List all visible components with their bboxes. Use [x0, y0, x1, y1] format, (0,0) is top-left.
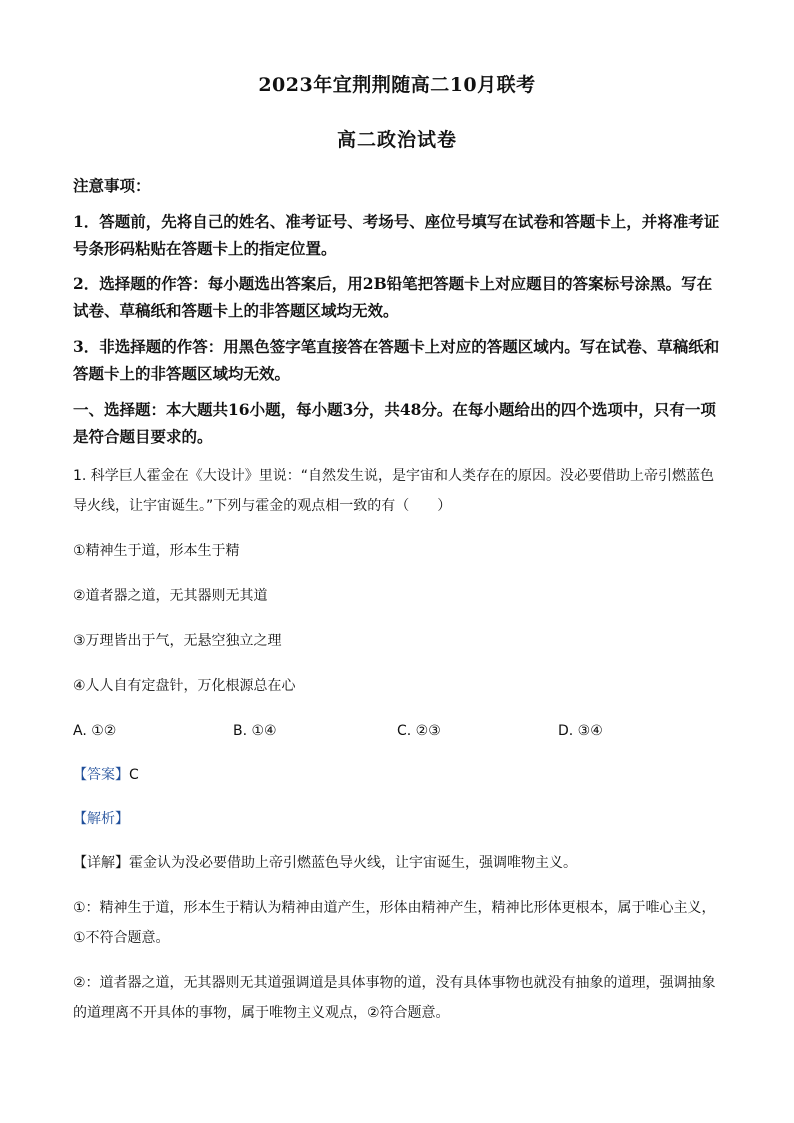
statement-4: ④人人自有定盘针，万化根源总在心 — [73, 678, 296, 694]
exam-title: 2023年宜荆荆随高二10月联考 — [258, 74, 536, 96]
statement-1: ①精神生于道，形本生于精 — [73, 543, 240, 559]
notice-item-2: 2．选择题的作答：每小题选出答案后，用2B铅笔把答题卡上对应题目的答案标号涂黑。写在试卷、草稿纸和答题卡上的非答题区域均无效。 — [73, 274, 713, 320]
notice-item-3: 3．非选择题的作答：用黑色签字笔直接答在答题卡上对应的答题区域内。写在试卷、草稿纸和答题卡上的非答题区域均无效。 — [73, 337, 720, 383]
answer-value: C — [129, 767, 139, 783]
choice-a: A. ①② — [73, 723, 117, 739]
question-stem: 1. 科学巨人霍金在《大设计》里说：“自然发生说，是宇宙和人类存在的原因。没必要借助上帝引燃蓝色导火线，让宇宙诞生。”下列与霍金的观点相一致的有（ ） — [73, 468, 715, 514]
analysis-label: 【解析】 — [73, 811, 129, 827]
choice-c: C. ②③ — [397, 723, 441, 739]
detail-label: 【详解】 — [73, 855, 129, 871]
answer-line — [73, 760, 723, 790]
notice-heading: 注意事项： — [73, 176, 151, 195]
answer-choices — [73, 716, 723, 746]
detail-line — [73, 848, 723, 878]
choice-b: B. ①④ — [233, 723, 277, 739]
explanation-1: ①：精神生于道，形本生于精认为精神由道产生，形体由精神产生，精神比形体更根本，属于唯心主义，①不符合题意。 — [73, 900, 716, 946]
notice-item-1: 1．答题前，先将自己的姓名、准考证号、考场号、座位号填写在试卷和答题卡上，并将准考证号条形码粘贴在答题卡上的指定位置。 — [73, 212, 720, 258]
detail-text: 霍金认为没必要借助上帝引燃蓝色导火线，让宇宙诞生，强调唯物主义。 — [129, 855, 577, 871]
statement-2: ②道者器之道，无其器则无其道 — [73, 588, 268, 604]
choice-d: D. ③④ — [558, 723, 603, 739]
section-heading: 一、选择题：本大题共16小题，每小题3分，共48分。在每小题给出的四个选项中，只有一项是符合题目要求的。 — [73, 400, 716, 446]
explanation-2: ②：道者器之道，无其器则无其道强调道是具体事物的道，没有具体事物也就没有抽象的道理，强调抽象的道理离不开具体的事物，属于唯物主义观点，②符合题意。 — [73, 975, 716, 1021]
statement-3: ③万理皆出于气，无悬空独立之理 — [73, 633, 282, 649]
exam-subtitle: 高二政治试卷 — [336, 129, 457, 151]
answer-label: 【答案】 — [73, 767, 129, 783]
